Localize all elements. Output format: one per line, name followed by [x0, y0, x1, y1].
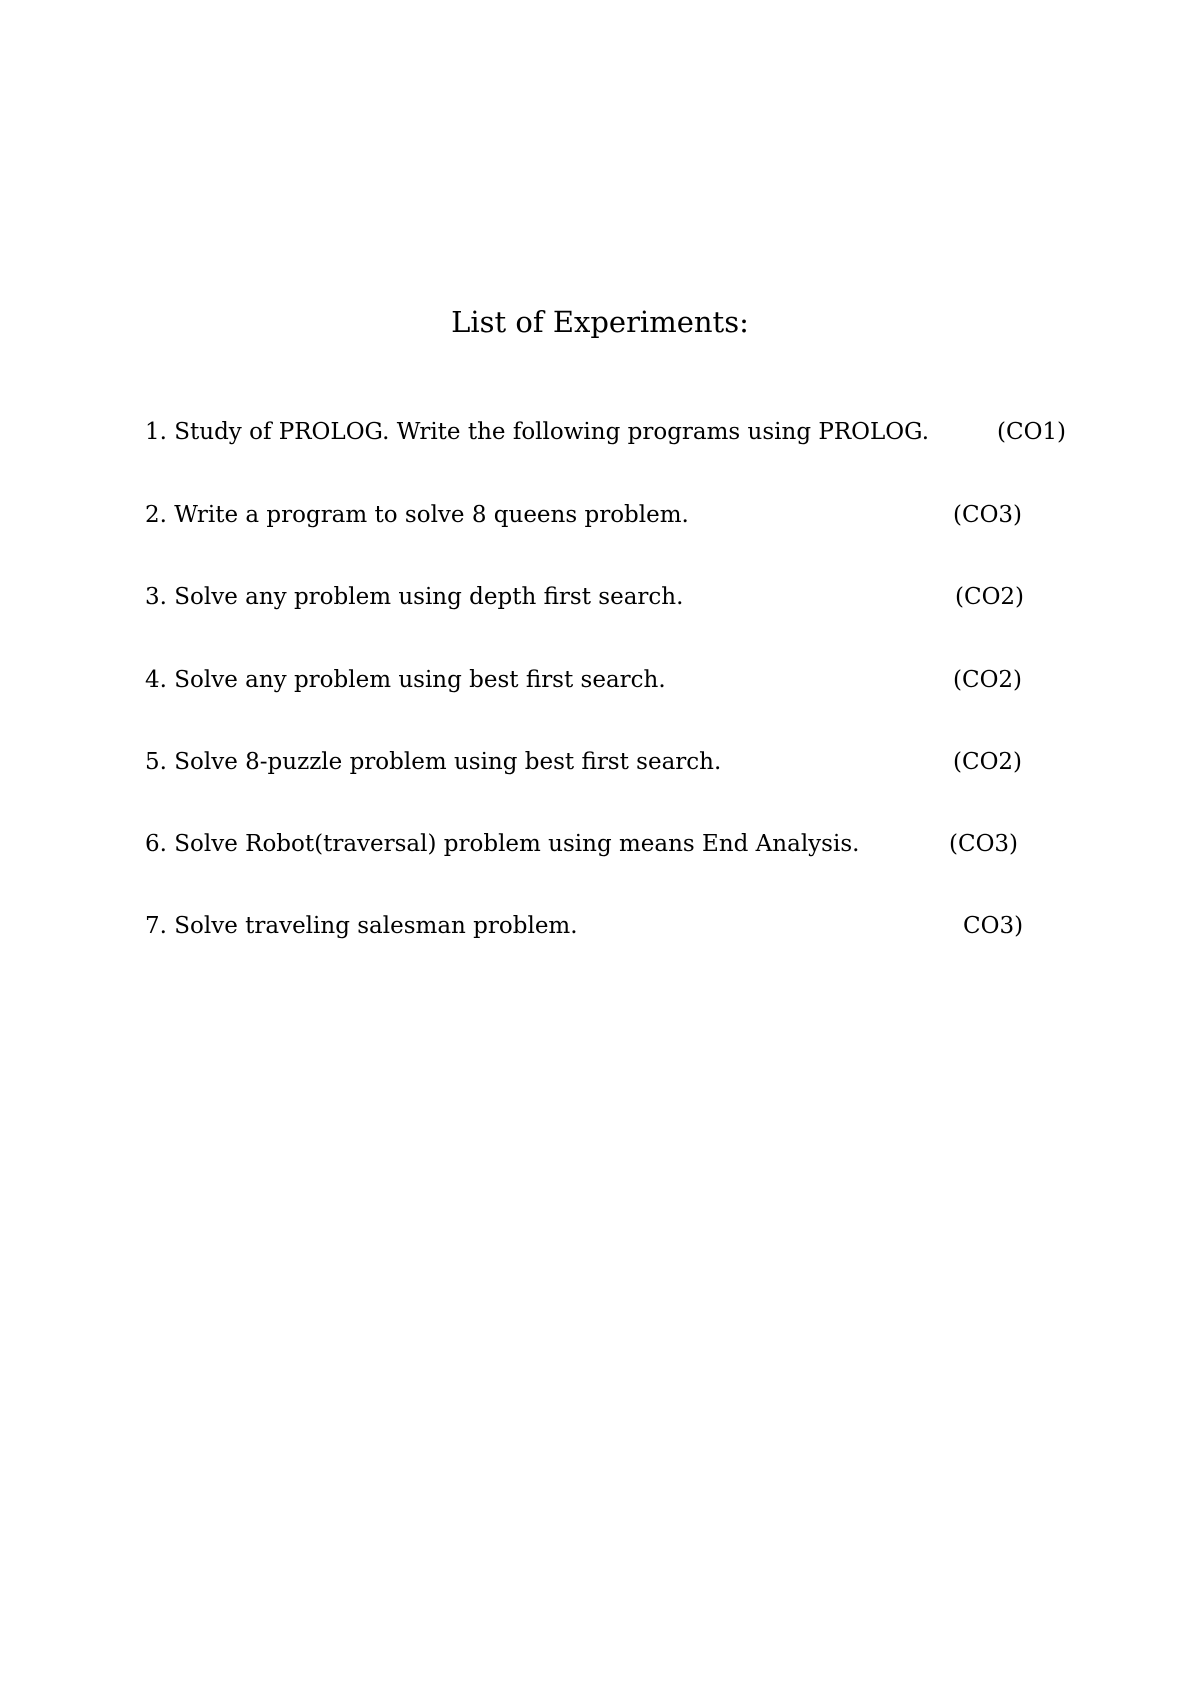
page-title: List of Experiments:	[451, 305, 749, 339]
course-outcome-label: (CO2)	[953, 667, 1023, 693]
experiment-item	[145, 412, 1075, 452]
experiment-text: 1. Study of PROLOG. Write the following programs using PROLOG.	[145, 419, 930, 445]
experiment-text: 4. Solve any problem using best first search.	[145, 667, 666, 693]
experiment-item	[145, 660, 1075, 700]
experiment-item	[145, 495, 1075, 535]
experiment-text: 6. Solve Robot(traversal) problem using means End Analysis.	[145, 831, 860, 857]
experiment-item	[145, 742, 1075, 782]
experiment-text: 3. Solve any problem using depth first search.	[145, 584, 684, 610]
course-outcome-label: (CO1)	[997, 419, 1067, 445]
experiment-item	[145, 577, 1075, 617]
course-outcome-label: CO3)	[963, 913, 1024, 939]
course-outcome-label: (CO2)	[953, 749, 1023, 775]
experiment-text: 5. Solve 8-puzzle problem using best first search.	[145, 749, 722, 775]
course-outcome-label: (CO3)	[949, 831, 1019, 857]
experiment-item	[145, 824, 1075, 864]
experiment-text: 2. Write a program to solve 8 queens problem.	[145, 502, 689, 528]
course-outcome-label: (CO3)	[953, 502, 1023, 528]
experiment-text: 7. Solve traveling salesman problem.	[145, 913, 578, 939]
experiment-item	[145, 906, 1075, 946]
course-outcome-label: (CO2)	[955, 584, 1025, 610]
